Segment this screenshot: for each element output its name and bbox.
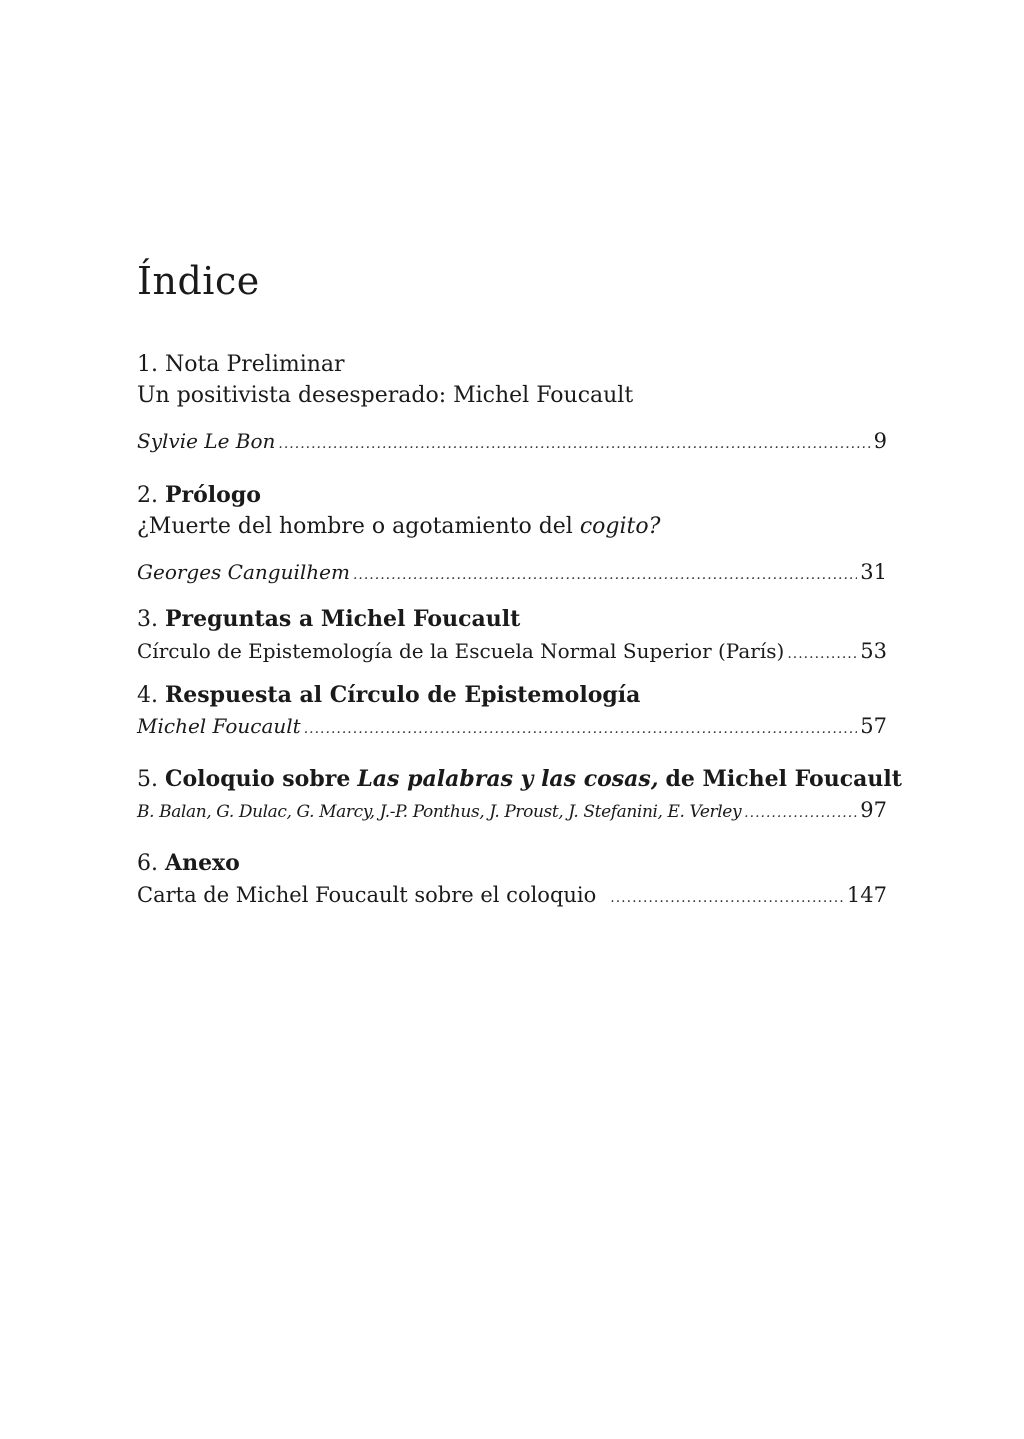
entry-title: Preguntas a Michel Foucault <box>165 606 521 632</box>
toc-entry-1[interactable] <box>137 350 887 459</box>
toc-leader-line <box>137 426 887 459</box>
toc-entry-2[interactable] <box>137 480 887 590</box>
entry-page-number: 9 <box>873 429 887 453</box>
entry-subtitle-italic: cogito? <box>579 514 661 539</box>
entry-number: 6. <box>137 851 158 876</box>
toc-entry-heading <box>137 480 887 511</box>
toc-entry-heading <box>137 764 902 795</box>
entry-title: Prólogo <box>165 482 261 508</box>
toc-leader-line <box>137 795 887 828</box>
entry-page-number: 97 <box>860 798 887 822</box>
entry-author: Georges Canguilhem <box>137 560 350 584</box>
entry-number: 3. <box>137 607 158 632</box>
entry-title: Respuesta al Círculo de Epistemología <box>165 682 641 708</box>
entry-author: Michel Foucault <box>137 714 301 738</box>
toc-entry-heading <box>137 680 887 711</box>
entry-title: Anexo <box>165 850 240 876</box>
toc-entry-5[interactable] <box>137 764 902 828</box>
entry-title-italic: Las palabras y las cosas, <box>357 766 659 792</box>
entry-title-before: Coloquio sobre <box>165 766 351 792</box>
entry-number: 5. <box>137 767 158 792</box>
toc-leader-line <box>137 557 887 590</box>
entry-number: 2. <box>137 483 158 508</box>
leader-dots <box>610 882 844 914</box>
entry-subtitle <box>137 511 887 543</box>
leader-dots <box>787 638 857 670</box>
entry-title-after: de Michel Foucault <box>665 766 902 792</box>
entry-page-number: 31 <box>860 560 887 584</box>
toc-leader-line <box>137 635 887 670</box>
entry-author: B. Balan, G. Dulac, G. Marcy, J.-P. Ponthus, J. Proust, J. Stefanini, E. Verley <box>137 802 742 822</box>
entry-page-number: 57 <box>860 714 887 738</box>
toc-leader-line <box>137 879 887 914</box>
entry-line: Círculo de Epistemología de la Escuela Normal Superior (París) <box>137 639 785 663</box>
leader-dots <box>304 714 858 744</box>
entry-author: Sylvie Le Bon <box>137 429 276 453</box>
entry-line: Carta de Michel Foucault sobre el coloquio <box>137 883 597 907</box>
toc-leader-line <box>137 711 887 744</box>
leader-dots <box>353 560 857 590</box>
entry-page-number: 53 <box>860 639 887 663</box>
toc-entry-3[interactable] <box>137 604 887 670</box>
toc-entry-heading <box>137 604 887 635</box>
page-title: Índice <box>137 259 260 303</box>
leader-dots <box>744 798 857 828</box>
toc-entry-heading <box>137 350 887 380</box>
entry-subtitle-plain: ¿Muerte del hombre o agotamiento del <box>137 514 573 539</box>
toc-entry-6[interactable] <box>137 848 887 914</box>
entry-number: 1. <box>137 352 158 377</box>
entry-title: Nota Preliminar <box>165 352 345 377</box>
entry-number: 4. <box>137 683 158 708</box>
toc-entry-heading <box>137 848 887 879</box>
entry-subtitle: Un positivista desesperado: Michel Foucault <box>137 383 634 408</box>
entry-page-number: 147 <box>846 883 887 907</box>
toc-entry-4[interactable] <box>137 680 887 744</box>
leader-dots <box>278 429 870 459</box>
